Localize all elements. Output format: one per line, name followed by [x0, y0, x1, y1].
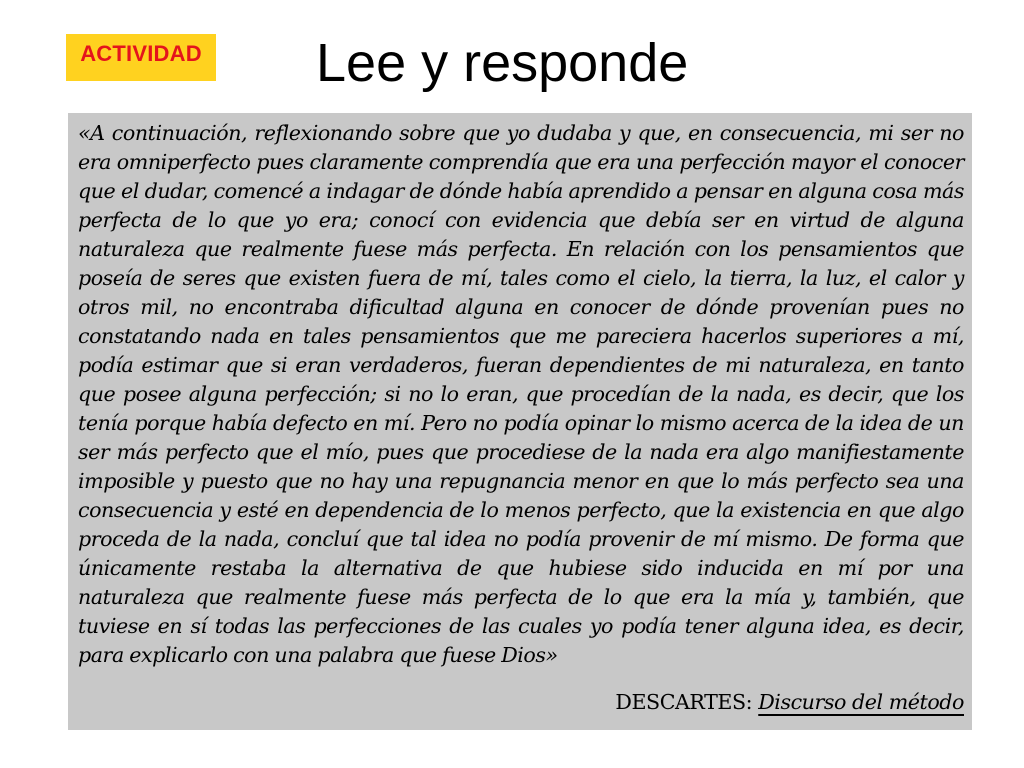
quote-box — [68, 113, 972, 730]
citation — [615, 688, 964, 717]
citation-work: Discurso del método — [758, 690, 964, 714]
citation-author: DESCARTES: — [615, 690, 753, 714]
activity-badge-label: ACTIVIDAD — [80, 41, 202, 66]
activity-badge — [66, 34, 216, 81]
page-title: Lee y responde — [316, 33, 689, 93]
quote-text: «A continuación, reflexionando sobre que yo dudaba y que, en consecuencia, mi ser no era omniperfecto pues claramente comprendía que era una perfección mayor el conocer que el dudar, comencé a indagar de dónde había aprendido a pensar en alguna cosa más perfecta de lo que yo era; conocí con evidencia que debía ser en virtud de alguna naturaleza que realmente fuese más perfecta. En relación con los pensamientos que poseía de seres que existen fuera de mí, tales como el cielo, la tierra, la luz, el calor y otros mil, no encontraba dificultad alguna en conocer de dónde provenían pues no constatando nada en tales pensamientos que me pareciera hacerlos superiores a mí, podía estimar que si eran verdaderos, fueran dependientes de mi naturaleza, en tanto que posee alguna perfección; si no lo eran, que procedían de la nada, es decir, que los tenía porque había defecto en mí. Pero no podía opinar lo mismo acerca de la idea de un ser más perfecto que el mío, pues que procediese de la nada era algo manifiestamente imposible y puesto que no hay una repugnancia menor en que lo más perfecto sea una consecuencia y esté en dependencia de lo menos perfecto, que la existencia en que algo proceda de la nada, concluí que tal idea no podía provenir de mí mismo. De forma que únicamente restaba la alternativa de que hubiese sido inducida en mí por una naturaleza que realmente fuese más perfecta de lo que era la mía y, también, que tuviese en sí todas las perfecciones de las cuales yo podía tener alguna idea, es decir, para explicarlo con una palabra que fuese Dios» — [78, 121, 964, 667]
